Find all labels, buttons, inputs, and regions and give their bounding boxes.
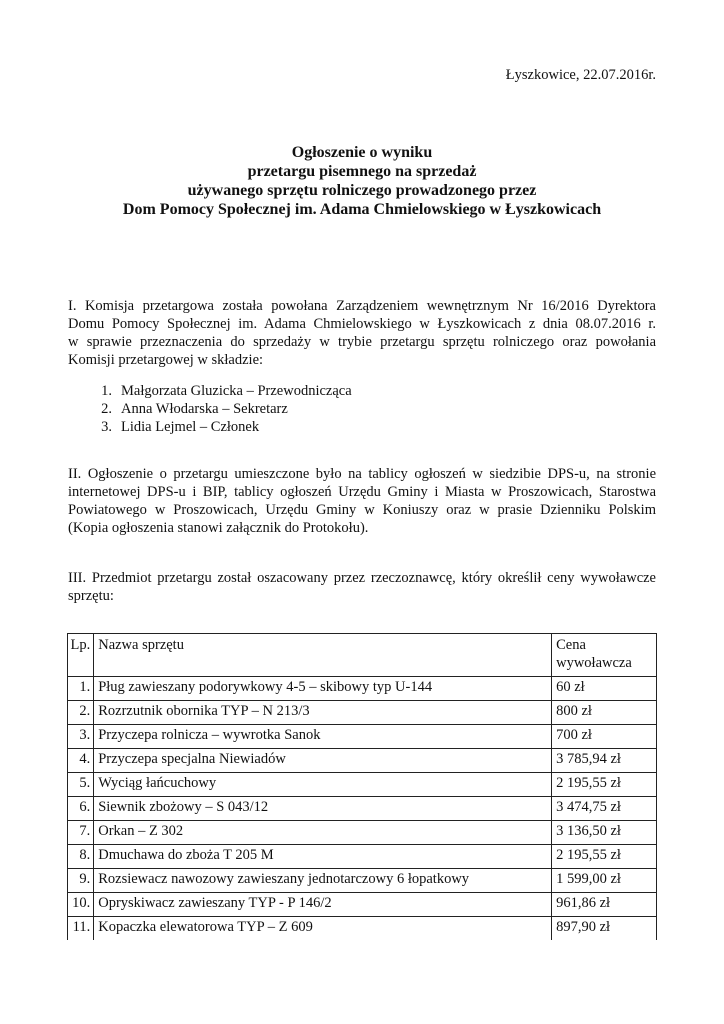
list-item-text: Małgorzata Gluzicka – Przewodnicząca xyxy=(121,383,352,399)
paragraph-line: (Kopia ogłoszenia stanowi załącznik do Protokołu). xyxy=(68,520,369,536)
cell-equipment-name: Opryskiwacz zawieszany TYP - P 146/2 xyxy=(94,893,552,917)
paragraph-line: III. Przedmiot przetargu został oszacowany przez rzeczoznawcę, który określił ceny wywoławcze xyxy=(68,570,656,586)
cell-starting-price: 800 zł xyxy=(552,701,657,725)
cell-lp: 10. xyxy=(68,893,94,917)
cell-lp: 6. xyxy=(68,797,94,821)
paragraph-line: I. Komisja przetargowa została powołana Zarządzeniem wewnętrznym Nr 16/2016 Dyrektora xyxy=(68,298,656,314)
table-row xyxy=(68,869,657,893)
document-title xyxy=(0,143,724,219)
cell-lp: 5. xyxy=(68,773,94,797)
column-header-price-line: Cena xyxy=(556,637,586,653)
title-line: używanego sprzętu rolniczego prowadzonego przez xyxy=(187,182,537,199)
cell-starting-price: 961,86 zł xyxy=(552,893,657,917)
place-date: Łyszkowice, 22.07.2016r. xyxy=(505,67,656,83)
cell-starting-price: 3 785,94 zł xyxy=(552,749,657,773)
cell-equipment-name: Pług zawieszany podorywkowy 4-5 – skibowy typ U-144 xyxy=(94,677,552,701)
list-item xyxy=(90,418,352,436)
cell-lp: 4. xyxy=(68,749,94,773)
cell-equipment-name: Orkan – Z 302 xyxy=(94,821,552,845)
cell-lp: 1. xyxy=(68,677,94,701)
cell-equipment-name: Przyczepa specjalna Niewiadów xyxy=(94,749,552,773)
table-row xyxy=(68,845,657,869)
table-row xyxy=(68,917,657,941)
paragraph-line: Domu Pomocy Społecznej im. Adama Chmielowskiego w Łyszkowicach z dnia 08.07.2016 r. xyxy=(68,316,656,332)
cell-lp: 7. xyxy=(68,821,94,845)
committee-members-list xyxy=(90,382,352,436)
cell-equipment-name: Siewnik zbożowy – S 043/12 xyxy=(94,797,552,821)
list-item-number: 2. xyxy=(101,401,112,417)
paragraph-line: sprzętu: xyxy=(68,588,114,604)
cell-equipment-name: Rozrzutnik obornika TYP – N 213/3 xyxy=(94,701,552,725)
list-item-text: Lidia Lejmel – Członek xyxy=(121,419,260,435)
table-row xyxy=(68,677,657,701)
cell-starting-price: 3 474,75 zł xyxy=(552,797,657,821)
column-header-lp: Lp. xyxy=(68,634,94,677)
cell-lp: 8. xyxy=(68,845,94,869)
list-item-number: 3. xyxy=(101,419,112,435)
cell-equipment-name: Kopaczka elewatorowa TYP – Z 609 xyxy=(94,917,552,941)
paragraph-line: II. Ogłoszenie o przetargu umieszczone było na tablicy ogłoszeń w siedzibie DPS-u, na stronie xyxy=(68,466,656,482)
table-row xyxy=(68,893,657,917)
cell-starting-price: 700 zł xyxy=(552,725,657,749)
paragraph-line: Komisji przetargowej w składzie: xyxy=(68,352,264,368)
cell-starting-price: 3 136,50 zł xyxy=(552,821,657,845)
table-row xyxy=(68,701,657,725)
equipment-price-table xyxy=(67,633,657,940)
table-row xyxy=(68,821,657,845)
list-item-text: Anna Włodarska – Sekretarz xyxy=(121,401,288,417)
column-header-price xyxy=(552,634,657,677)
column-header-price-line: wywoławcza xyxy=(556,655,632,671)
title-line: Ogłoszenie o wyniku xyxy=(291,144,433,161)
table-header-row xyxy=(68,634,657,677)
cell-starting-price: 2 195,55 zł xyxy=(552,773,657,797)
list-item-number: 1. xyxy=(101,383,112,399)
table-row xyxy=(68,773,657,797)
column-header-name: Nazwa sprzętu xyxy=(94,634,552,677)
equipment-table-body xyxy=(68,677,657,941)
table-row xyxy=(68,797,657,821)
cell-starting-price: 897,90 zł xyxy=(552,917,657,941)
paragraph-line: Powiatowego w Proszowicach, Urzędu Gminy w Koniuszy oraz w prasie Dzienniku Polskim xyxy=(68,502,656,518)
list-item xyxy=(90,382,352,400)
title-line: przetargu pisemnego na sprzedaż xyxy=(247,163,477,180)
cell-lp: 9. xyxy=(68,869,94,893)
paragraph-line: w sprawie przeznaczenia do sprzedaży w trybie przetargu sprzętu rolniczego oraz powołania xyxy=(68,334,656,350)
cell-equipment-name: Rozsiewacz nawozowy zawieszany jednotarczowy 6 łopatkowy xyxy=(94,869,552,893)
cell-equipment-name: Dmuchawa do zboża T 205 M xyxy=(94,845,552,869)
cell-starting-price: 2 195,55 zł xyxy=(552,845,657,869)
cell-starting-price: 60 zł xyxy=(552,677,657,701)
table-row xyxy=(68,749,657,773)
paragraph-line: internetowej DPS-u i BIP, tablicy ogłoszeń Urzędu Gminy i Miasta w Proszowicach, Starostwa xyxy=(68,484,656,500)
section-2-paragraph xyxy=(68,465,656,537)
section-1-paragraph xyxy=(68,297,656,369)
cell-starting-price: 1 599,00 zł xyxy=(552,869,657,893)
cell-lp: 11. xyxy=(68,917,94,941)
section-3-paragraph xyxy=(68,569,656,605)
cell-lp: 2. xyxy=(68,701,94,725)
title-line: Dom Pomocy Społecznej im. Adama Chmielowskiego w Łyszkowicach xyxy=(122,201,602,218)
cell-equipment-name: Wyciąg łańcuchowy xyxy=(94,773,552,797)
table-row xyxy=(68,725,657,749)
cell-equipment-name: Przyczepa rolnicza – wywrotka Sanok xyxy=(94,725,552,749)
list-item xyxy=(90,400,352,418)
cell-lp: 3. xyxy=(68,725,94,749)
